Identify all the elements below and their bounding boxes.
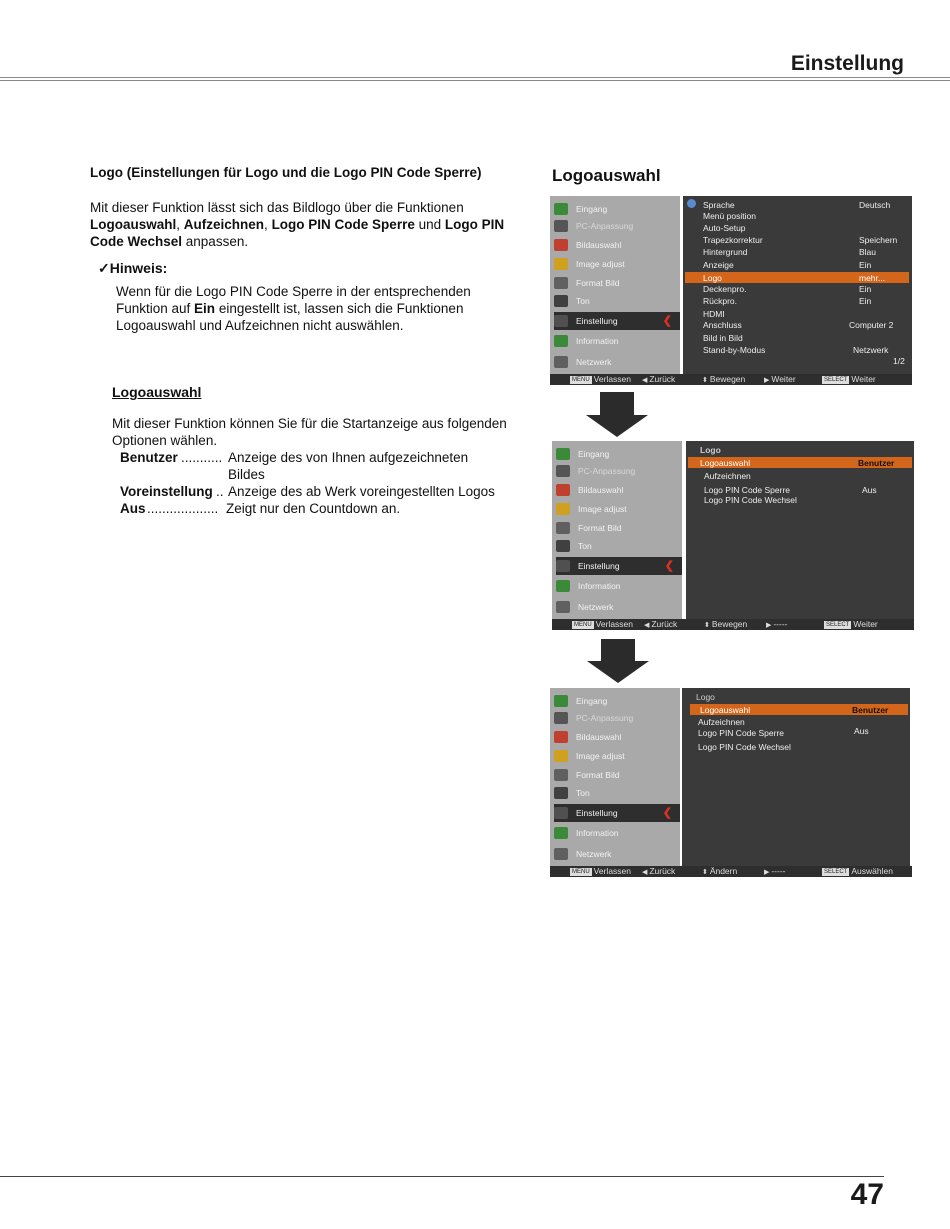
osd-menu-item-image-adjust: [554, 255, 680, 273]
hint-bold: Ein: [194, 301, 216, 316]
osd-menu: [550, 196, 680, 374]
osd-bar: [550, 866, 912, 877]
osd-bar-item: [642, 374, 675, 386]
osd-bar: [552, 619, 914, 630]
osd-menu-item-image-adjust: [556, 500, 682, 518]
osd-bar: [550, 374, 912, 385]
arrow-left-icon: ◀: [642, 377, 650, 384]
osd-menu-item-image-adjust: [554, 747, 680, 765]
intro-bold-aufzeichnen: Aufzeichnen: [183, 217, 265, 232]
logoauswahl-section: [112, 384, 512, 517]
osd-menu-label: Information: [576, 828, 619, 838]
logoauswahl-desc: Mit dieser Funktion können Sie für die Startanzeige aus folgenden Optionen wählen.: [112, 416, 507, 448]
einstellung-icon: [556, 560, 570, 572]
osd-menu-item-ton: [556, 537, 682, 555]
osd-menu-item-information: [556, 577, 682, 595]
option-desc: Anzeige des von Ihnen aufgezeichneten: [228, 450, 469, 465]
eingang-icon: [556, 448, 570, 460]
arrow-updown-icon: ⬍: [704, 622, 712, 629]
osd-item: Logo: [703, 273, 722, 283]
osd-item: Logo PIN Code Wechsel: [704, 495, 797, 505]
osd-panel-heading: Logo: [700, 445, 721, 455]
osd-bar-label: Weiter: [771, 374, 796, 384]
osd-menu-item-netzwerk: [554, 845, 680, 863]
osd-item: Menü position: [703, 211, 756, 221]
osd-bar-label: Zurück: [651, 619, 678, 629]
osd-item: Aufzeichnen: [704, 471, 751, 481]
osd-item: Logoauswahl: [700, 458, 751, 468]
osd-menu-label: Ton: [576, 296, 590, 306]
osd-item: Bild in Bild: [703, 333, 743, 343]
osd-value: Computer 2: [849, 320, 894, 330]
osd-bar-label: -----: [773, 619, 788, 629]
down-arrow-stem: [601, 639, 635, 661]
osd-menu-label: Ton: [578, 541, 592, 551]
osd-value: Benutzer: [852, 705, 889, 715]
option-dots: ..: [216, 484, 224, 499]
intro-sep: ,: [264, 217, 272, 232]
arrow-left-icon: ◀: [642, 869, 650, 876]
einstellung-icon: [554, 807, 568, 819]
header-rule: [0, 77, 950, 78]
eingang-icon: [554, 203, 568, 215]
osd-menu-label: PC-Anpassung: [576, 221, 634, 231]
osd-menu-item-netzwerk: [556, 598, 682, 616]
osd-menu-item-information: [554, 824, 680, 842]
netzwerk-icon: [556, 601, 570, 613]
osd-screen-logo: [552, 441, 914, 631]
osd-value: Ein: [859, 260, 872, 270]
osd-item: Rückpro.: [703, 296, 738, 306]
osd-bar-item: [704, 619, 747, 631]
osd-screen-logoauswahl: [550, 688, 912, 878]
osd-item: Stand-by-Modus: [703, 345, 766, 355]
eingang-icon: [554, 695, 568, 707]
osd-bar-item: [702, 866, 737, 878]
bildauswahl-icon: [554, 731, 568, 743]
hint-label: ✓Hinweis:: [98, 260, 168, 276]
osd-menu-label: Image adjust: [576, 751, 625, 761]
option-dots: ...................: [147, 501, 219, 516]
down-arrow-icon: [587, 661, 649, 683]
hint-body: [116, 283, 510, 334]
option-name: Voreinstellung: [120, 484, 213, 499]
option-dots: ...........: [181, 450, 223, 465]
osd-bar-item: [642, 866, 675, 878]
option-name: Benutzer: [120, 450, 178, 465]
intro-bold-logoauswahl: Logoauswahl: [90, 217, 177, 232]
osd-menu-label: PC-Anpassung: [576, 713, 634, 723]
osd-menu-item-ton: [554, 784, 680, 802]
osd-menu-label: PC-Anpassung: [578, 466, 636, 476]
image-adjust-icon: [556, 503, 570, 515]
chevron-left-icon: ❮: [662, 315, 672, 327]
osd-bar-label: Weiter: [851, 374, 876, 384]
osd-menu-label: Information: [576, 336, 619, 346]
osd-menu-item-bildauswahl: [556, 481, 682, 499]
intro-sep: anpassen.: [182, 234, 249, 249]
osd-menu-label: Bildauswahl: [576, 240, 622, 250]
osd-panel: [682, 688, 910, 866]
osd-bar-item: [822, 866, 893, 877]
osd-bar-label: Bewegen: [709, 374, 746, 384]
osd-menu-label: Einstellung: [576, 808, 618, 818]
section-title: Einstellung: [790, 52, 904, 75]
osd-menu-label: Information: [578, 581, 621, 591]
pc-anpassung-icon: [556, 465, 570, 477]
osd-menu-label: Netzwerk: [576, 357, 612, 367]
osd-item: Hintergrund: [703, 247, 748, 257]
osd-menu-item-pc-anpassung: [554, 709, 680, 727]
osd-menu-item-format-bild: [556, 519, 682, 537]
osd-bar-item: [822, 374, 876, 385]
osd-menu-label: Image adjust: [578, 504, 627, 514]
arrow-right-icon: ▶: [764, 869, 772, 876]
chevron-left-icon: ❮: [662, 807, 672, 819]
pc-anpassung-icon: [554, 712, 568, 724]
osd-menu: [552, 441, 682, 619]
arrow-right-icon: ▶: [766, 622, 774, 629]
osd-menu-label: Netzwerk: [576, 849, 612, 859]
osd-item: Trapezkorrektur: [703, 235, 763, 245]
osd-menu-item-einstellung: [554, 804, 680, 822]
osd-menu-label: Format Bild: [578, 523, 622, 533]
intro-sep: ,: [176, 217, 184, 232]
osd-menu-item-pc-anpassung: [554, 217, 680, 235]
format-bild-icon: [556, 522, 570, 534]
option-benutzer: [112, 449, 512, 466]
osd-item: Sprache: [703, 200, 735, 210]
osd-bar-item: [764, 374, 796, 386]
option-desc: Zeigt nur den Countdown an.: [226, 501, 401, 516]
pc-anpassung-icon: [554, 220, 568, 232]
information-icon: [554, 827, 568, 839]
osd-value: Ein: [859, 296, 872, 306]
select-key-icon: SELECT: [824, 869, 848, 875]
intro-section: [90, 164, 510, 334]
osd-bar-item: [824, 619, 878, 630]
image-adjust-icon: [554, 750, 568, 762]
option-desc: Anzeige des ab Werk voreingestellten Logos: [228, 484, 495, 499]
logoauswahl-title: Logoauswahl: [112, 384, 202, 400]
osd-value: Aus: [862, 485, 877, 495]
osd-bar-label: Ändern: [709, 866, 738, 876]
osd-bar-label: Bewegen: [711, 619, 748, 629]
osd-menu-label: Netzwerk: [578, 602, 614, 612]
osd-menu-item-netzwerk: [554, 353, 680, 371]
arrow-left-icon: ◀: [644, 622, 652, 629]
format-bild-icon: [554, 277, 568, 289]
osd-menu-label: Eingang: [578, 449, 610, 459]
osd-menu-label: Format Bild: [576, 278, 620, 288]
osd-item: Deckenpro.: [703, 284, 747, 294]
osd-item: Logoauswahl: [700, 705, 751, 715]
menu-key-icon: MENU: [574, 622, 592, 628]
image-adjust-icon: [554, 258, 568, 270]
format-bild-icon: [554, 769, 568, 781]
down-arrow-stem: [600, 392, 634, 415]
osd-bar-item: [572, 619, 633, 630]
select-key-icon: SELECT: [826, 622, 850, 628]
osd-value: Speichern: [859, 235, 898, 245]
osd-screen-einstellung: [550, 196, 912, 386]
osd-value: Deutsch: [859, 200, 891, 210]
footer-rule: [0, 1176, 884, 1177]
osd-bar-item: [766, 619, 787, 631]
osd-bar-label: Weiter: [853, 619, 878, 629]
osd-menu-label: Einstellung: [576, 316, 618, 326]
menu-key-icon: MENU: [572, 377, 590, 383]
osd-bar-item: [764, 866, 785, 878]
osd-item: Logo PIN Code Sperre: [698, 728, 784, 738]
option-aus: [112, 500, 512, 517]
information-icon: [554, 335, 568, 347]
intro-text: Mit dieser Funktion lässt sich das Bildlogo über die Funktionen: [90, 200, 464, 215]
osd-menu-item-einstellung: [556, 557, 682, 575]
bildauswahl-icon: [554, 239, 568, 251]
ton-icon: [554, 787, 568, 799]
osd-value: Aus: [854, 726, 869, 736]
menu-key-icon: MENU: [572, 869, 590, 875]
osd-menu-item-information: [554, 332, 680, 350]
osd-menu: [550, 688, 680, 866]
osd-bar-label: Zurück: [649, 374, 676, 384]
osd-bar-item: [644, 619, 677, 631]
intro-bold-pin-wechsel: Logo PIN Code Wechsel: [90, 217, 505, 249]
osd-menu-item-bildauswahl: [554, 236, 680, 254]
osd-menu-item-format-bild: [554, 766, 680, 784]
intro-paragraph: [90, 199, 510, 250]
osd-menu-item-format-bild: [554, 274, 680, 292]
osd-item: Anzeige: [703, 260, 734, 270]
osd-menu-label: Einstellung: [578, 561, 620, 571]
bildauswahl-icon: [556, 484, 570, 496]
option-voreinstellung: [112, 483, 512, 500]
osd-menu-label: Eingang: [576, 696, 608, 706]
option-desc-2: Bildes: [228, 467, 265, 482]
select-key-icon: SELECT: [824, 377, 848, 383]
osd-menu-label: Ton: [576, 788, 590, 798]
osd-menu-item-eingang: [554, 200, 680, 218]
osd-item: Auto-Setup: [703, 223, 746, 233]
intro-bold-pin-sperre: Logo PIN Code Sperre: [271, 217, 415, 232]
osd-menu-label: Format Bild: [576, 770, 620, 780]
header-rule-2: [0, 80, 950, 81]
right-title: Logoauswahl: [552, 166, 661, 185]
osd-page-indicator: 1/2: [893, 356, 905, 366]
osd-menu-item-eingang: [554, 692, 680, 710]
osd-bar-label: Auswählen: [851, 866, 893, 876]
globe-icon: [687, 199, 696, 208]
intro-sep: und: [414, 217, 445, 232]
ton-icon: [554, 295, 568, 307]
osd-menu-item-pc-anpassung: [556, 462, 682, 480]
osd-menu-label: Bildauswahl: [578, 485, 624, 495]
osd-item: Aufzeichnen: [698, 717, 745, 727]
osd-bar-item: [570, 866, 631, 877]
osd-value: Benutzer: [858, 458, 895, 468]
osd-bar-label: Zurück: [649, 866, 676, 876]
osd-bar-label: Verlassen: [593, 866, 632, 876]
option-benutzer-cont: [112, 466, 512, 483]
hint-text-2: eingestellt ist, lassen sich die Funktionen Logoauswahl und Aufzeichnen nicht auswählen.: [116, 301, 464, 333]
osd-item: Logo PIN Code Wechsel: [698, 742, 791, 752]
osd-bar-label: -----: [771, 866, 786, 876]
osd-bar-label: Verlassen: [593, 374, 632, 384]
page-number: 47: [850, 1178, 884, 1211]
information-icon: [556, 580, 570, 592]
down-arrow-icon: [586, 415, 648, 437]
option-name: Aus: [120, 501, 146, 516]
osd-menu-label: Eingang: [576, 204, 608, 214]
osd-value: Netzwerk: [853, 345, 889, 355]
osd-item: Anschluss: [703, 320, 742, 330]
osd-item: Logo PIN Code Sperre: [704, 485, 790, 495]
netzwerk-icon: [554, 848, 568, 860]
osd-item: HDMI: [703, 309, 725, 319]
chevron-left-icon: ❮: [664, 560, 674, 572]
osd-panel: [683, 196, 912, 374]
osd-menu-label: Image adjust: [576, 259, 625, 269]
hint-text: Wenn für die Logo PIN Code Sperre in der entsprechenden Funktion auf: [116, 284, 471, 316]
arrow-right-icon: ▶: [764, 377, 772, 384]
osd-menu-item-eingang: [556, 445, 682, 463]
osd-bar-label: Verlassen: [595, 619, 634, 629]
osd-panel: [686, 441, 914, 619]
arrow-updown-icon: ⬍: [702, 377, 710, 384]
osd-menu-label: Bildauswahl: [576, 732, 622, 742]
osd-value: Ein: [859, 284, 872, 294]
intro-heading: Logo (Einstellungen für Logo und die Logo PIN Code Sperre): [90, 165, 482, 180]
ton-icon: [556, 540, 570, 552]
netzwerk-icon: [554, 356, 568, 368]
osd-menu-item-ton: [554, 292, 680, 310]
osd-value: mehr...: [859, 273, 885, 283]
einstellung-icon: [554, 315, 568, 327]
arrow-updown-icon: ⬍: [702, 869, 710, 876]
osd-value: Blau: [859, 247, 877, 257]
osd-bar-item: [570, 374, 631, 385]
osd-menu-item-einstellung: [554, 312, 680, 330]
osd-menu-item-bildauswahl: [554, 728, 680, 746]
osd-panel-heading: Logo: [696, 692, 715, 702]
osd-bar-item: [702, 374, 745, 386]
